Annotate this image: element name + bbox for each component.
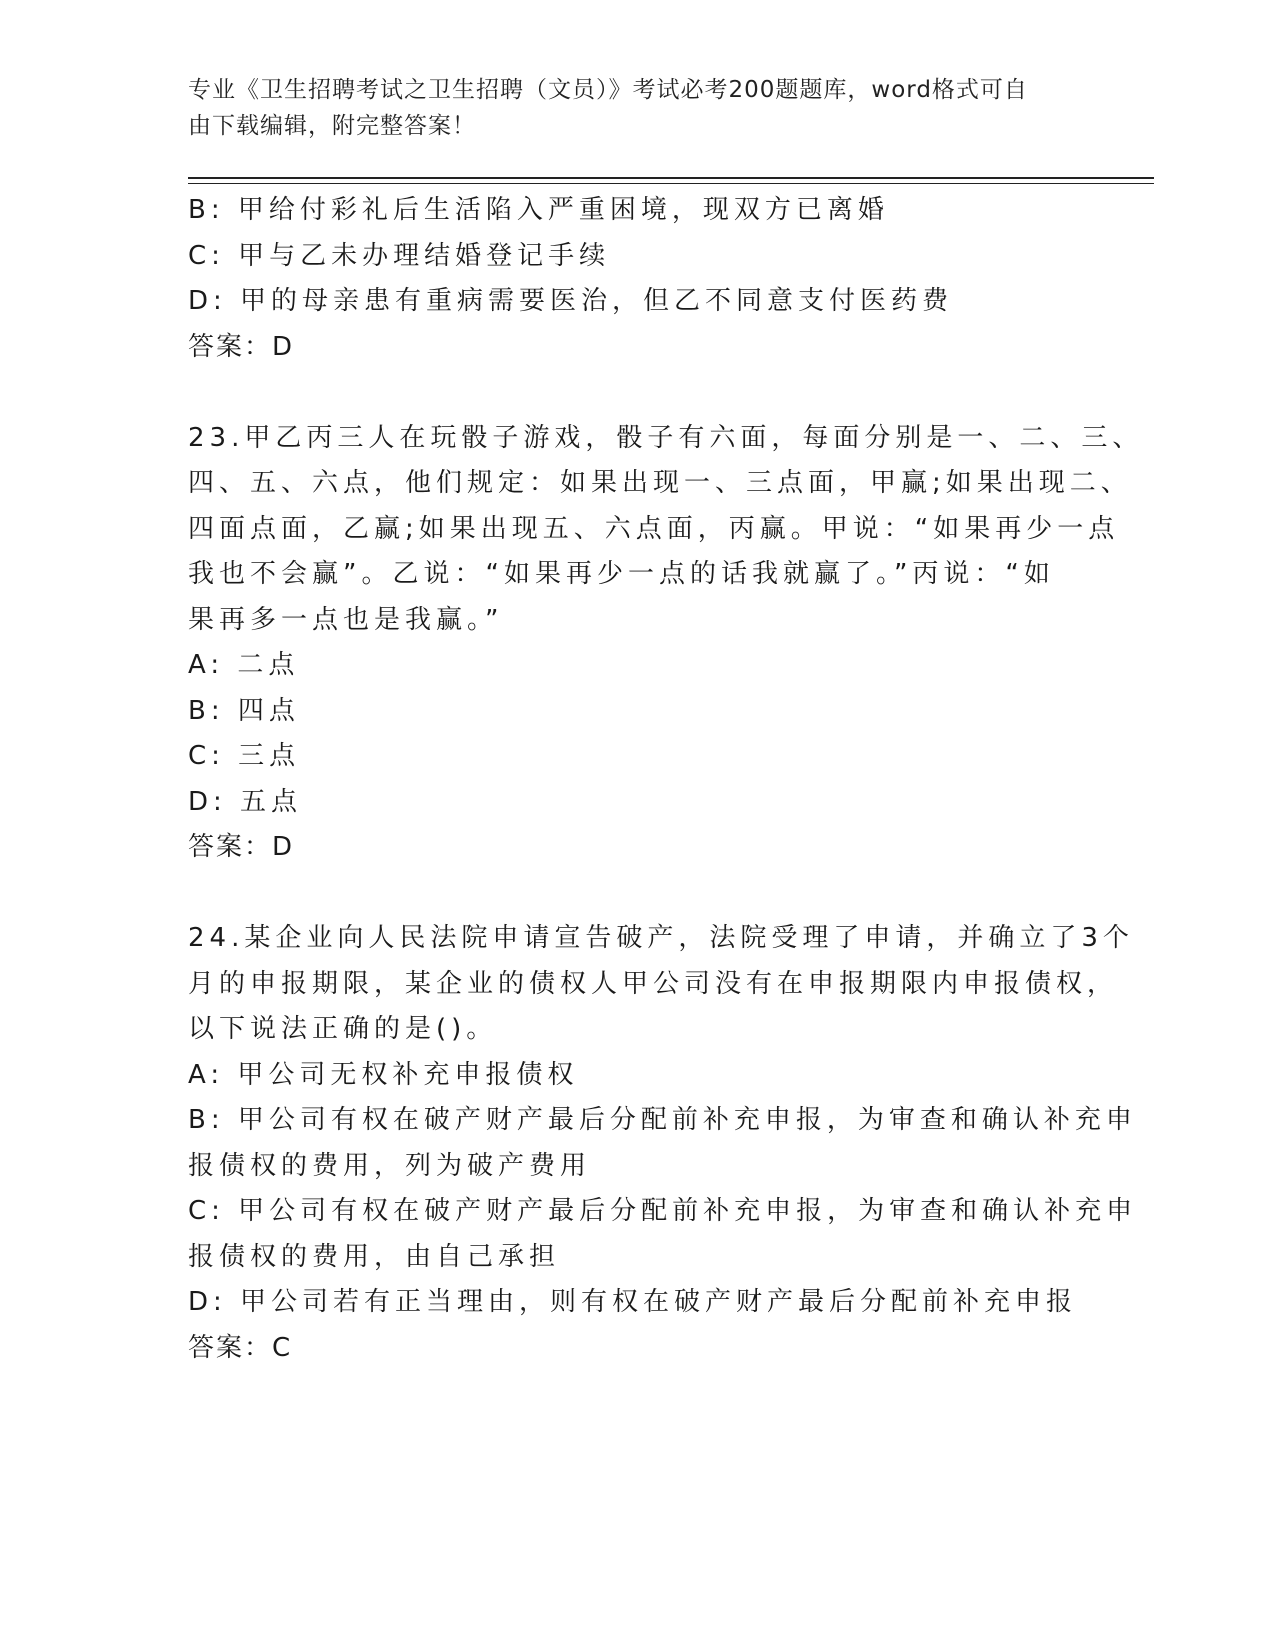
header-rule-thin xyxy=(188,183,1154,184)
q22-answer: 答案：D xyxy=(188,331,295,362)
header-line-2: 由下载编辑，附完整答案！ xyxy=(188,113,476,139)
q24-answer: 答案：C xyxy=(188,1332,293,1363)
q22-option-d: D: 甲的母亲患有重病需要医治，但乙不同意支付医药费 xyxy=(188,286,954,316)
q23-option-d: D: 五点 xyxy=(188,786,303,817)
q24-option-c-line: C: 甲公司有权在破产财产最后分配前补充申报，为审查和确认补充申 xyxy=(188,1196,1138,1226)
question-24 xyxy=(188,916,1138,1371)
q23-stem-line: 四、五、六点，他们规定：如果出现一、三点面，甲赢;如果出现二、 xyxy=(188,468,1132,498)
q24-stem-line: 24.某企业向人民法院申请宣告破产，法院受理了申请，并确立了3个 xyxy=(188,923,1134,953)
q24-option-c-line: 报债权的费用，由自己承担 xyxy=(188,1241,561,1272)
q23-option-b: B: 四点 xyxy=(188,695,300,726)
question-22 xyxy=(188,188,1078,370)
q23-option-c: C: 三点 xyxy=(188,741,301,771)
q23-answer: 答案：D xyxy=(188,832,295,862)
q23-stem-line: 23.甲乙丙三人在玩骰子游戏，骰子有六面，每面分别是一、二、三、 xyxy=(188,422,1144,453)
header-rule-thick xyxy=(188,177,1154,179)
document-body xyxy=(188,188,1144,1371)
header-line-1: 专业《卫生招聘考试之卫生招聘（文员）》考试必考200题题库，word格式可自 xyxy=(188,77,1028,103)
q23-option-a: A: 二点 xyxy=(188,650,300,680)
q24-option-d: D: 甲公司若有正当理由，则有权在破产财产最后分配前补充申报 xyxy=(188,1287,1078,1317)
spacer xyxy=(188,370,1078,416)
q24-option-a: A: 甲公司无权补充申报债权 xyxy=(188,1059,579,1090)
q24-stem-line: 月的申报期限，某企业的债权人甲公司没有在申报期限内申报债权， xyxy=(188,968,1119,999)
q24-option-b-line: 报债权的费用，列为破产费用 xyxy=(188,1150,592,1181)
q24-stem-line: 以下说法正确的是()。 xyxy=(188,1014,498,1044)
q23-stem-line: 四面点面，乙赢;如果出现五、六点面，丙赢。甲说：“如果再少一点 xyxy=(188,513,1120,544)
question-23 xyxy=(188,416,1144,871)
q23-stem-line: 果再多一点也是我赢。” xyxy=(188,604,504,635)
page-header xyxy=(188,72,1088,144)
q22-option-c: C: 甲与乙未办理结婚登记手续 xyxy=(188,240,611,271)
q22-option-b: B: 甲给付彩礼后生活陷入严重困境，现双方已离婚 xyxy=(188,195,889,225)
q23-stem-line: 我也不会赢”。乙说：“如果再少一点的话我就赢了。”丙说：“如 xyxy=(188,559,1055,589)
q24-option-b-line: B: 甲公司有权在破产财产最后分配前补充申报，为审查和确认补充申 xyxy=(188,1105,1137,1135)
spacer xyxy=(188,871,1078,917)
